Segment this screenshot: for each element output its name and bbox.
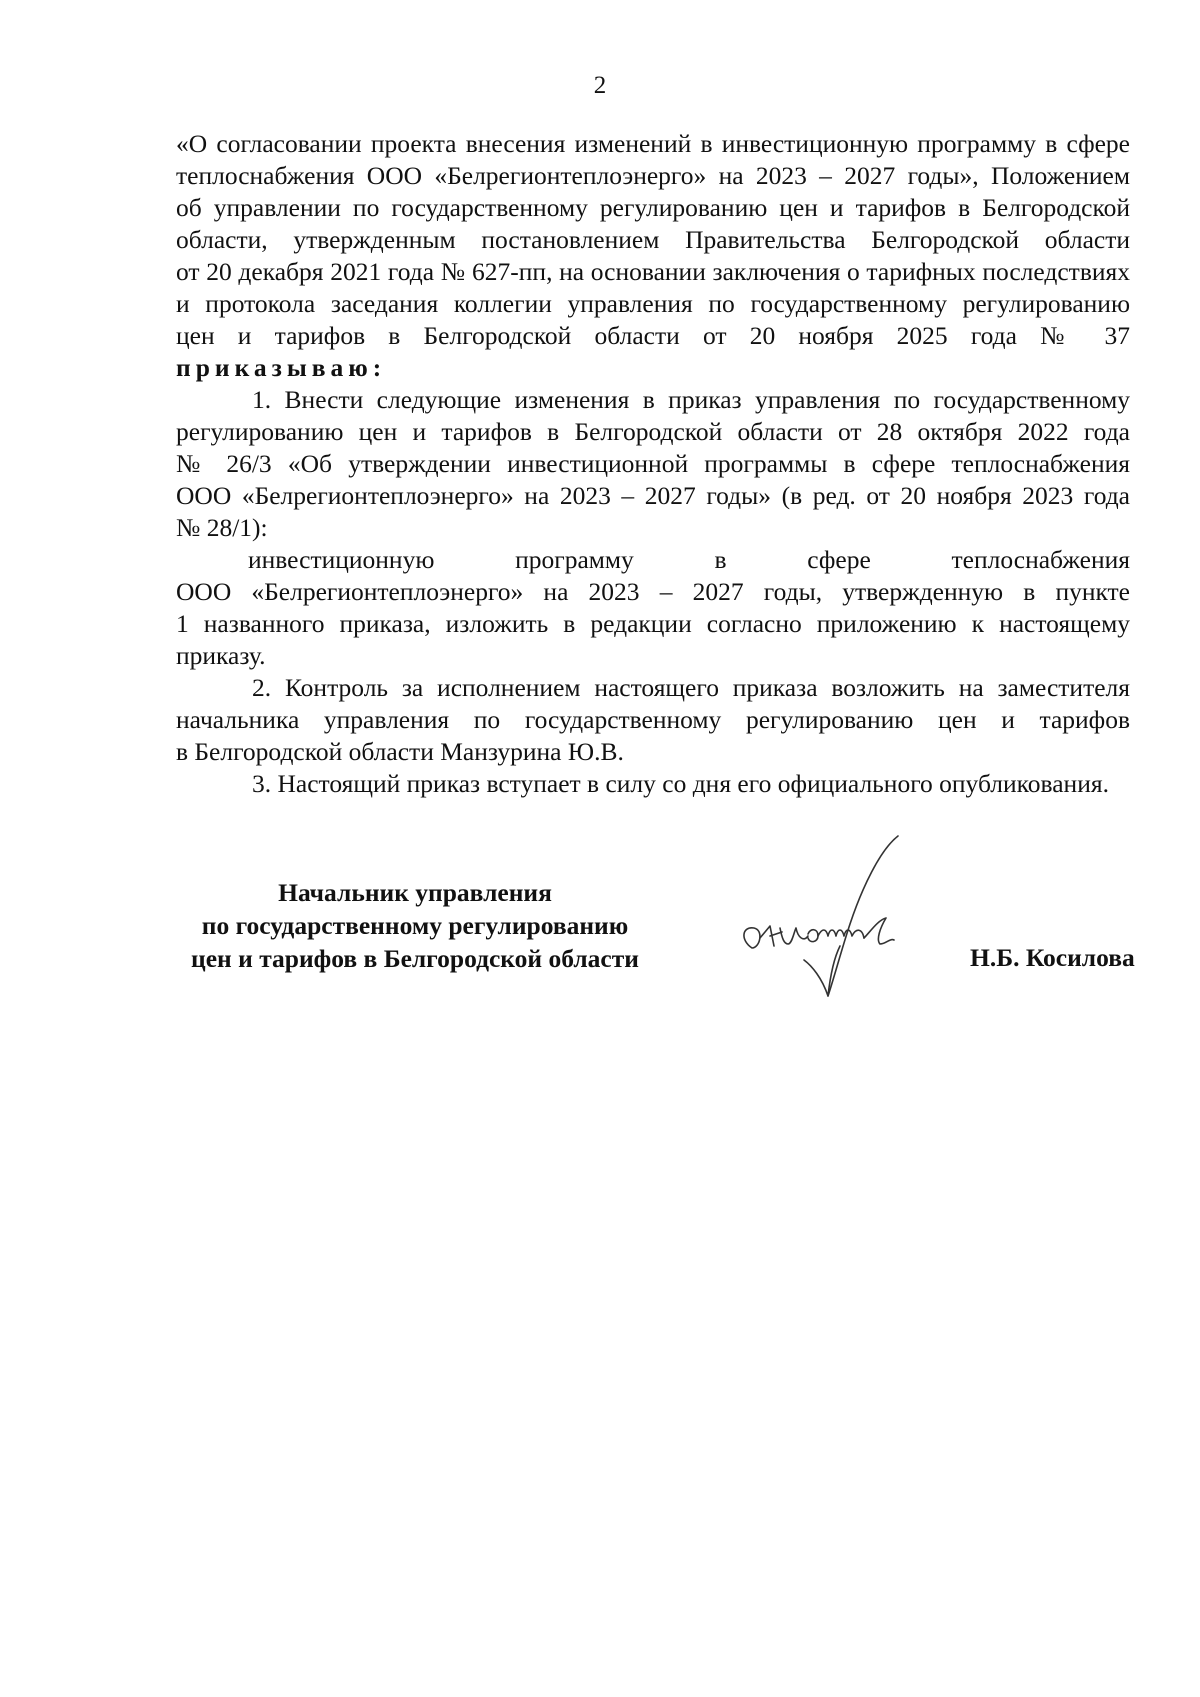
item1-line: № 28/1): xyxy=(176,513,268,542)
signatory-title-line: Начальник управления xyxy=(278,878,552,907)
item1-sub-line: 1 названного приказа, изложить в редакции согласно приложению к настоящему xyxy=(176,609,1130,638)
intro-line: «О согласовании проекта внесения изменений в инвестиционную программу в сфере xyxy=(176,129,1130,158)
page-number: 2 xyxy=(593,72,607,99)
signatory-title-line: цен и тарифов в Белгородской области xyxy=(191,944,639,973)
item1-sub-line: ООО «Белрегионтеплоэнерго» на 2023 – 2027 годы, утвержденную в пункте xyxy=(176,577,1130,606)
item1-line: № 26/3 «Об утверждении инвестиционной программы в сфере теплоснабжения xyxy=(176,449,1130,478)
intro-line: от 20 декабря 2021 года № 627-пп, на основании заключения о тарифных последствиях xyxy=(176,257,1130,286)
item2-line: в Белгородской области Манзурина Ю.В. xyxy=(176,737,624,766)
item1-line: ООО «Белрегионтеплоэнерго» на 2023 – 2027 годы» (в ред. от 20 ноября 2023 года xyxy=(176,481,1130,510)
order-word: приказываю: xyxy=(176,353,387,382)
item1-sub-line: инвестиционную программу в сфере теплоснабжения xyxy=(248,545,1130,574)
signatory-title-line: по государственному регулированию xyxy=(201,911,629,940)
document-body xyxy=(176,128,1130,800)
order-word-line xyxy=(176,352,1130,384)
item2-line: начальника управления по государственному регулированию цен и тарифов xyxy=(176,705,1130,734)
item1-line: регулированию цен и тарифов в Белгородской области от 28 октября 2022 года xyxy=(176,417,1130,446)
signatory-title xyxy=(170,876,660,975)
intro-line: цен и тарифов в Белгородской области от 20 ноября 2025 года № 37 xyxy=(176,321,1130,350)
item1-sub-line: приказу. xyxy=(176,641,266,670)
signatory-name: Н.Б. Косилова xyxy=(970,943,1135,972)
item2-line: 2. Контроль за исполнением настоящего приказа возложить на заместителя xyxy=(252,673,1130,702)
intro-line: области, утвержденным постановлением Правительства Белгородской области xyxy=(176,225,1130,254)
item1-line: 1. Внести следующие изменения в приказ управления по государственному xyxy=(252,385,1130,414)
intro-line: об управлении по государственному регулированию цен и тарифов в Белгородской xyxy=(176,193,1130,222)
intro-line: теплоснабжения ООО «Белрегионтеплоэнерго» на 2023 – 2027 годы», Положением xyxy=(176,161,1130,190)
item3-line: 3. Настоящий приказ вступает в силу со дня его официального опубликования. xyxy=(252,769,1109,798)
intro-line: и протокола заседания коллегии управления по государственному регулированию xyxy=(176,289,1130,318)
handwritten-signature-icon xyxy=(730,828,960,998)
